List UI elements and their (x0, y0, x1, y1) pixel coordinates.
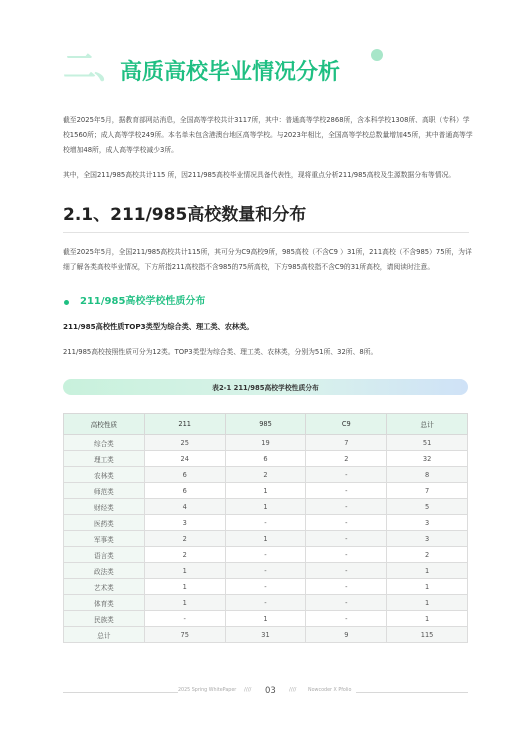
chapter-number: 二、 (63, 47, 125, 86)
table-cell: 1 (387, 563, 468, 579)
table-cell: 7 (387, 483, 468, 499)
footer-left-text: 2025 Spring WhitePaper (178, 688, 237, 693)
table-cell: 1 (225, 531, 306, 547)
footer-divider-right (356, 692, 468, 693)
table-cell: 1 (225, 499, 306, 515)
table-cell: 31 (225, 627, 306, 643)
table-cell: 19 (225, 435, 306, 451)
row-label-cell: 理工类 (64, 451, 145, 467)
table-row (64, 611, 468, 627)
row-label-cell: 师范类 (64, 483, 145, 499)
row-label-cell: 财经类 (64, 499, 145, 515)
table-row (64, 451, 468, 467)
table-cell: - (306, 499, 387, 515)
table-row (64, 531, 468, 547)
table-cell: - (306, 531, 387, 547)
row-label-cell: 总计 (64, 627, 145, 643)
chapter-title: 高质高校毕业情况分析 (120, 60, 341, 85)
table-cell: 1 (387, 595, 468, 611)
section-paragraph: 截至2025年5月，全国211/985高校共计115所，其可分为C9高校9所，985高校（不含C9 ）31所，211高校（不含985）75所，为详细了解各类高校毕业情况，下方所指211高校指不含985的75所高校，下方985高校指不含C9的31所高校，请阅读时注意。 (63, 248, 472, 271)
table-cell: 7 (306, 435, 387, 451)
plain-summary: 211/985高校按照性质可分为12类。TOP3类型为综合类、理工类、农林类，分别为51所、32所、8所。 (63, 348, 378, 356)
table-row (64, 627, 468, 643)
table-cell: 2 (144, 531, 225, 547)
table-cell: 24 (144, 451, 225, 467)
table-row (64, 563, 468, 579)
table-cell: 9 (306, 627, 387, 643)
table-cell: 6 (144, 467, 225, 483)
footer-divider-left (63, 692, 178, 693)
table-cell: - (306, 467, 387, 483)
table-cell: - (306, 579, 387, 595)
table-cell: - (144, 611, 225, 627)
section-heading: 2.1、211/985高校数量和分布 (63, 205, 307, 225)
header-cell: 高校性质 (64, 414, 145, 435)
bullet-icon (64, 300, 69, 305)
table-cell: 1 (387, 579, 468, 595)
table-caption: 表2-1 211/985高校学校性质分布 (212, 384, 319, 392)
table-cell: 1 (144, 579, 225, 595)
decorative-circle (371, 49, 383, 61)
section-divider (63, 232, 469, 233)
table-cell: - (306, 483, 387, 499)
table-cell: 32 (387, 451, 468, 467)
table-cell: 1 (144, 563, 225, 579)
table-row (64, 499, 468, 515)
header-cell: 211 (144, 414, 225, 435)
table-cell: - (225, 563, 306, 579)
row-label-cell: 综合类 (64, 435, 145, 451)
table-cell: - (306, 563, 387, 579)
table-cell: 2 (306, 451, 387, 467)
footer-slash-left: //// (244, 687, 252, 693)
table-cell: 3 (387, 515, 468, 531)
table-row (64, 483, 468, 499)
table-cell: - (306, 547, 387, 563)
table-cell: 1 (144, 595, 225, 611)
table-cell: 6 (225, 451, 306, 467)
row-label-cell: 政法类 (64, 563, 145, 579)
header-cell: C9 (306, 414, 387, 435)
table-cell: 4 (144, 499, 225, 515)
table-cell: 6 (144, 483, 225, 499)
header-cell: 总计 (387, 414, 468, 435)
row-label-cell: 艺术类 (64, 579, 145, 595)
table-row (64, 579, 468, 595)
table-cell: - (225, 579, 306, 595)
bold-summary: 211/985高校性质TOP3类型为综合类、理工类、农林类。 (63, 322, 254, 331)
table-cell: 2 (387, 547, 468, 563)
table-cell: 8 (387, 467, 468, 483)
table-cell: - (225, 595, 306, 611)
table-cell: 1 (225, 611, 306, 627)
page-number: 03 (265, 686, 276, 696)
table-cell: 3 (144, 515, 225, 531)
table-cell: 1 (387, 611, 468, 627)
table-cell: 115 (387, 627, 468, 643)
table-cell: 51 (387, 435, 468, 451)
table-cell: - (225, 547, 306, 563)
table-cell: - (306, 515, 387, 531)
row-label-cell: 军事类 (64, 531, 145, 547)
table-cell: 2 (225, 467, 306, 483)
row-label-cell: 体育类 (64, 595, 145, 611)
table-cell: - (306, 595, 387, 611)
table-cell: 25 (144, 435, 225, 451)
table-caption-bar (63, 379, 468, 395)
footer-right-text: Nowcoder X Pfolio (308, 688, 352, 693)
footer-slash-right: //// (289, 687, 297, 693)
table-row (64, 547, 468, 563)
table-cell: 75 (144, 627, 225, 643)
row-label-cell: 农林类 (64, 467, 145, 483)
table-cell: - (225, 515, 306, 531)
table-cell: 5 (387, 499, 468, 515)
table-row (64, 435, 468, 451)
row-label-cell: 医药类 (64, 515, 145, 531)
table-body (64, 435, 468, 643)
intro-paragraph-1: 截至2025年5月，据教育部网站消息，全国高等学校共计3117所，其中：普通高等学校2868所，含本科学校1308所、高职（专科）学校1560所；成人高等学校249所。本名单未包含港澳台地区高等学校。与2023年相比，全国高等学校总数量增加45所，其中普通高等学校增加48所，成人高等学校减少3所。 (63, 116, 473, 154)
school-type-table (63, 413, 468, 643)
subsection-heading: 211/985高校学校性质分布 (80, 296, 206, 307)
table-row (64, 515, 468, 531)
row-label-cell: 语言类 (64, 547, 145, 563)
table-cell: 1 (225, 483, 306, 499)
table-cell: 2 (144, 547, 225, 563)
table-cell: - (306, 611, 387, 627)
table-cell: 3 (387, 531, 468, 547)
header-cell: 985 (225, 414, 306, 435)
table-row (64, 595, 468, 611)
intro-paragraph-2: 其中，全国211/985高校共计115 所，因211/985高校毕业情况具备代表性，现将重点分析211/985高校及生源数据分布等情况。 (63, 171, 456, 179)
table-row (64, 467, 468, 483)
table-header-row (64, 414, 468, 435)
row-label-cell: 民族类 (64, 611, 145, 627)
